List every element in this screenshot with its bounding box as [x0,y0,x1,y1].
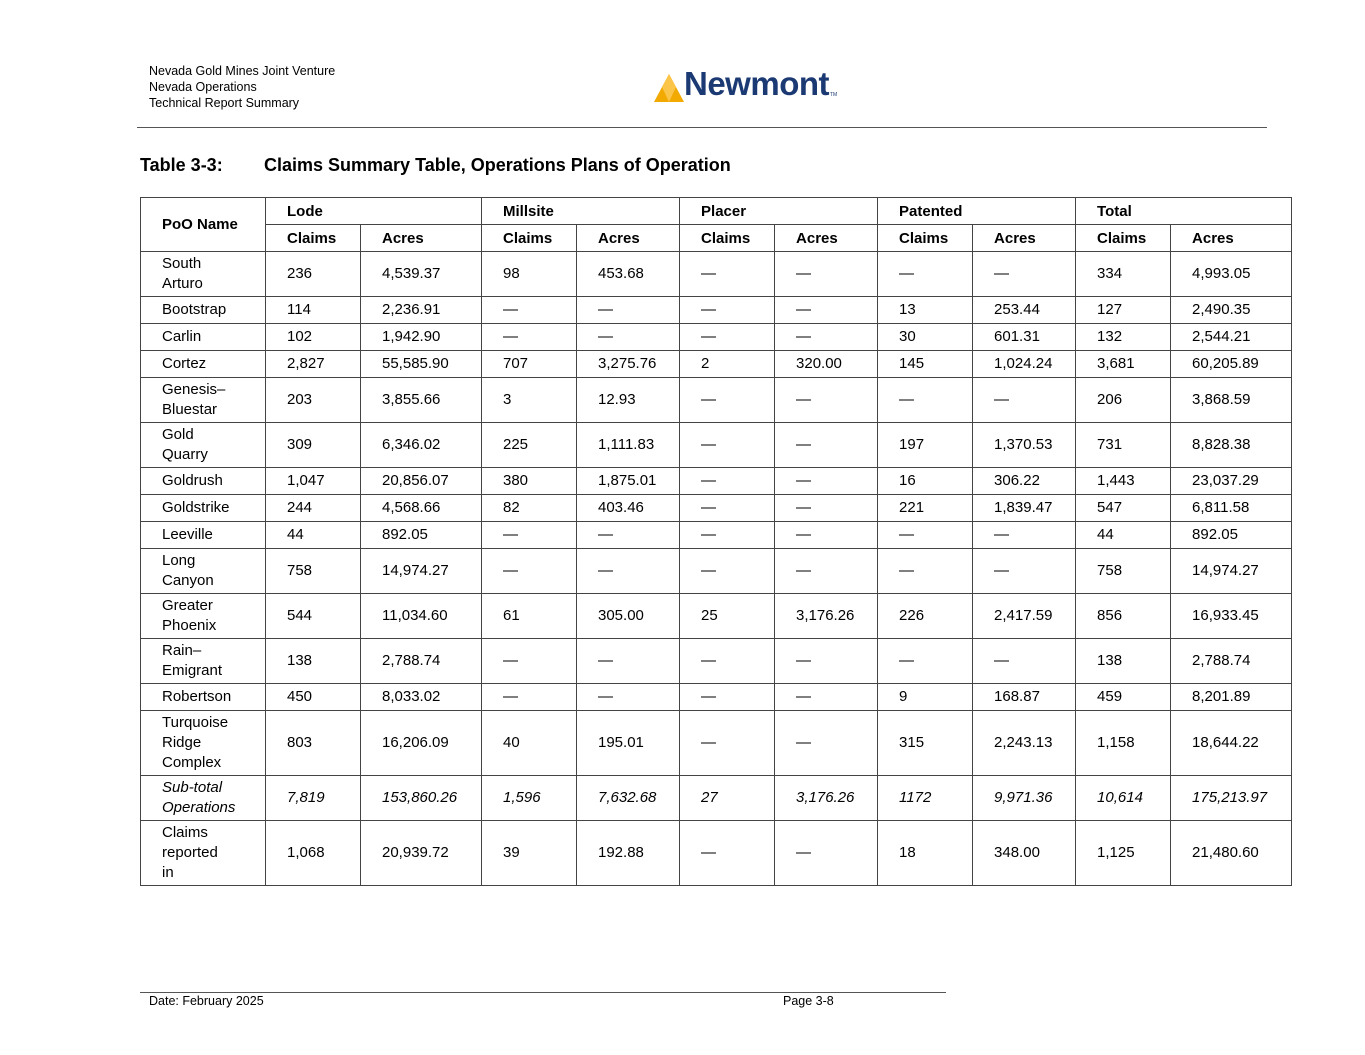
row-cell: 102 [266,324,361,351]
table-row [141,776,1292,821]
row-cell: 1,024.24 [973,351,1076,378]
header-company: Nevada Gold Mines Joint Venture [149,64,336,78]
row-cell: 206 [1076,378,1171,423]
header-placer-claims: Claims [680,225,775,252]
row-cell: — [775,495,878,522]
row-cell: — [775,711,878,776]
row-cell: 14,974.27 [1171,549,1292,594]
row-cell: 39 [482,821,577,886]
row-cell: 2,827 [266,351,361,378]
row-cell: 3,868.59 [1171,378,1292,423]
row-cell: 1172 [878,776,973,821]
row-cell: 244 [266,495,361,522]
row-cell: 334 [1076,252,1171,297]
row-cell: 1,875.01 [577,468,680,495]
row-cell: 380 [482,468,577,495]
table-row [141,684,1292,711]
row-cell: 758 [266,549,361,594]
table-sub-header-row [141,225,1292,252]
row-cell: — [482,522,577,549]
row-cell: 459 [1076,684,1171,711]
row-cell: 403.46 [577,495,680,522]
row-cell: 8,201.89 [1171,684,1292,711]
row-cell: 8,033.02 [361,684,482,711]
row-cell: — [775,522,878,549]
row-cell: — [577,297,680,324]
row-cell: 14,974.27 [361,549,482,594]
row-cell: 16,933.45 [1171,594,1292,639]
row-cell: — [577,639,680,684]
row-cell: 2,788.74 [1171,639,1292,684]
row-cell: 13 [878,297,973,324]
row-cell: 82 [482,495,577,522]
row-cell: 707 [482,351,577,378]
row-cell: 2,243.13 [973,711,1076,776]
row-cell: 4,568.66 [361,495,482,522]
claims-summary-table [140,197,1292,886]
row-cell: 236 [266,252,361,297]
row-cell: 153,860.26 [361,776,482,821]
row-cell: — [775,549,878,594]
row-cell: 7,632.68 [577,776,680,821]
row-cell: 12.93 [577,378,680,423]
row-cell: 348.00 [973,821,1076,886]
header-millsite-claims: Claims [482,225,577,252]
row-poo-name: Robertson [141,684,266,711]
row-cell: 25 [680,594,775,639]
header-patented-claims: Claims [878,225,973,252]
row-cell: 132 [1076,324,1171,351]
footer-page-number: Page 3-8 [783,994,834,1008]
row-cell: 2,490.35 [1171,297,1292,324]
header-group-millsite: Millsite [482,198,680,225]
row-cell: 10,614 [1076,776,1171,821]
row-cell: — [973,522,1076,549]
row-cell: 20,856.07 [361,468,482,495]
document-header [149,63,335,111]
row-cell: 547 [1076,495,1171,522]
row-poo-name: Goldstrike [141,495,266,522]
row-cell: 1,443 [1076,468,1171,495]
row-poo-name: Genesis– Bluestar [141,378,266,423]
logo-wordmark: Newmont [684,65,829,102]
header-total-acres: Acres [1171,225,1292,252]
row-cell: 8,828.38 [1171,423,1292,468]
row-cell: 138 [1076,639,1171,684]
row-cell: — [680,711,775,776]
row-cell: 23,037.29 [1171,468,1292,495]
header-group-lode: Lode [266,198,482,225]
row-poo-name: Carlin [141,324,266,351]
row-cell: — [878,549,973,594]
row-cell: 3,681 [1076,351,1171,378]
row-cell: — [680,495,775,522]
row-cell: 197 [878,423,973,468]
row-cell: 20,939.72 [361,821,482,886]
header-group-placer: Placer [680,198,878,225]
row-cell: 320.00 [775,351,878,378]
table-row [141,711,1292,776]
row-cell: 6,346.02 [361,423,482,468]
table-row [141,468,1292,495]
table-row [141,549,1292,594]
row-cell: — [482,324,577,351]
row-cell: 2,417.59 [973,594,1076,639]
row-cell: — [680,423,775,468]
row-cell: — [878,378,973,423]
row-cell: — [680,639,775,684]
row-cell: — [680,549,775,594]
row-cell: 309 [266,423,361,468]
row-cell: — [482,297,577,324]
table-row [141,378,1292,423]
row-cell: 1,942.90 [361,324,482,351]
table-row [141,297,1292,324]
row-cell: 1,158 [1076,711,1171,776]
row-cell: 98 [482,252,577,297]
row-cell: 453.68 [577,252,680,297]
row-cell: — [775,639,878,684]
row-cell: 127 [1076,297,1171,324]
row-cell: — [775,423,878,468]
row-cell: 2 [680,351,775,378]
row-cell: — [482,549,577,594]
header-group-patented: Patented [878,198,1076,225]
header-rule [137,127,1267,128]
newmont-mountain-icon [654,74,684,102]
header-total-claims: Claims [1076,225,1171,252]
row-cell: 856 [1076,594,1171,639]
table-row [141,522,1292,549]
table-row [141,351,1292,378]
row-cell: — [775,297,878,324]
row-cell: 3,176.26 [775,776,878,821]
row-poo-name: Goldrush [141,468,266,495]
row-cell: 138 [266,639,361,684]
row-poo-name: Leeville [141,522,266,549]
row-cell: 758 [1076,549,1171,594]
row-cell: — [775,684,878,711]
row-cell: 192.88 [577,821,680,886]
row-cell: — [680,378,775,423]
table-row [141,821,1292,886]
footer-rule [140,992,946,993]
row-cell: 315 [878,711,973,776]
row-cell: — [973,549,1076,594]
row-cell: 55,585.90 [361,351,482,378]
row-cell: 6,811.58 [1171,495,1292,522]
table-row [141,423,1292,468]
table-row [141,594,1292,639]
row-cell: 168.87 [973,684,1076,711]
header-patented-acres: Acres [973,225,1076,252]
row-cell: 450 [266,684,361,711]
row-cell: 16,206.09 [361,711,482,776]
row-cell: — [775,378,878,423]
header-placer-acres: Acres [775,225,878,252]
row-cell: 221 [878,495,973,522]
row-cell: 803 [266,711,361,776]
table-row [141,252,1292,297]
row-cell: 61 [482,594,577,639]
row-cell: — [973,639,1076,684]
table-row [141,324,1292,351]
row-cell: — [878,252,973,297]
row-cell: 1,068 [266,821,361,886]
row-cell: — [680,821,775,886]
row-cell: 1,047 [266,468,361,495]
row-cell: 11,034.60 [361,594,482,639]
row-cell: — [482,639,577,684]
row-cell: 60,205.89 [1171,351,1292,378]
row-cell: 4,539.37 [361,252,482,297]
row-poo-name: Long Canyon [141,549,266,594]
row-cell: 7,819 [266,776,361,821]
row-cell: — [680,522,775,549]
footer-date: Date: February 2025 [149,994,264,1008]
row-cell: 1,596 [482,776,577,821]
row-cell: 3,176.26 [775,594,878,639]
row-cell: — [775,252,878,297]
row-cell: 145 [878,351,973,378]
row-cell: — [680,324,775,351]
row-cell: 4,993.05 [1171,252,1292,297]
row-cell: 9,971.36 [973,776,1076,821]
row-cell: 1,839.47 [973,495,1076,522]
row-cell: 601.31 [973,324,1076,351]
row-cell: 1,370.53 [973,423,1076,468]
header-operations: Nevada Operations [149,80,257,94]
row-cell: — [577,684,680,711]
row-poo-name: Rain– Emigrant [141,639,266,684]
row-cell: 892.05 [361,522,482,549]
row-cell: 2,236.91 [361,297,482,324]
row-cell: — [680,468,775,495]
row-poo-name: Bootstrap [141,297,266,324]
row-cell: 226 [878,594,973,639]
row-poo-name: Turquoise Ridge Complex [141,711,266,776]
row-poo-name: Gold Quarry [141,423,266,468]
header-lode-acres: Acres [361,225,482,252]
row-cell: 27 [680,776,775,821]
row-cell: 44 [1076,522,1171,549]
header-lode-claims: Claims [266,225,361,252]
row-cell: 44 [266,522,361,549]
logo-trademark: TM [830,92,838,98]
row-cell: — [878,522,973,549]
row-cell: — [577,549,680,594]
row-cell: — [482,684,577,711]
row-cell: 40 [482,711,577,776]
row-cell: 1,111.83 [577,423,680,468]
table-row [141,495,1292,522]
table-caption [140,155,731,176]
row-cell: — [577,324,680,351]
row-cell: — [973,378,1076,423]
row-cell: 175,213.97 [1171,776,1292,821]
row-poo-name: South Arturo [141,252,266,297]
row-cell: 544 [266,594,361,639]
row-cell: 225 [482,423,577,468]
row-cell: 21,480.60 [1171,821,1292,886]
row-cell: — [680,252,775,297]
row-poo-name: Sub-total Operations [141,776,266,821]
row-cell: — [680,684,775,711]
row-cell: — [577,522,680,549]
row-cell: 253.44 [973,297,1076,324]
row-poo-name: Greater Phoenix [141,594,266,639]
row-cell: 306.22 [973,468,1076,495]
table-row [141,639,1292,684]
row-cell: — [973,252,1076,297]
header-group-total: Total [1076,198,1292,225]
header-poo-name: PoO Name [141,198,266,252]
table-group-header-row [141,198,1292,225]
row-cell: 16 [878,468,973,495]
row-cell: 3,855.66 [361,378,482,423]
row-cell: 30 [878,324,973,351]
row-cell: 114 [266,297,361,324]
row-cell: — [775,324,878,351]
row-cell: 305.00 [577,594,680,639]
row-cell: 9 [878,684,973,711]
row-poo-name: Claims reported in [141,821,266,886]
row-cell: — [878,639,973,684]
table-number: Table 3-3: [140,155,223,175]
row-cell: 2,788.74 [361,639,482,684]
header-millsite-acres: Acres [577,225,680,252]
row-cell: — [680,297,775,324]
header-report-type: Technical Report Summary [149,96,300,110]
row-cell: 18,644.22 [1171,711,1292,776]
row-cell: 18 [878,821,973,886]
row-cell: 203 [266,378,361,423]
newmont-logo [654,66,837,102]
row-cell: 195.01 [577,711,680,776]
row-cell: 892.05 [1171,522,1292,549]
row-cell: 3 [482,378,577,423]
row-poo-name: Cortez [141,351,266,378]
row-cell: 731 [1076,423,1171,468]
row-cell: — [775,821,878,886]
row-cell: — [775,468,878,495]
row-cell: 1,125 [1076,821,1171,886]
table-title: Claims Summary Table, Operations Plans of Operation [264,155,731,175]
table-body [141,252,1292,886]
row-cell: 2,544.21 [1171,324,1292,351]
row-cell: 3,275.76 [577,351,680,378]
